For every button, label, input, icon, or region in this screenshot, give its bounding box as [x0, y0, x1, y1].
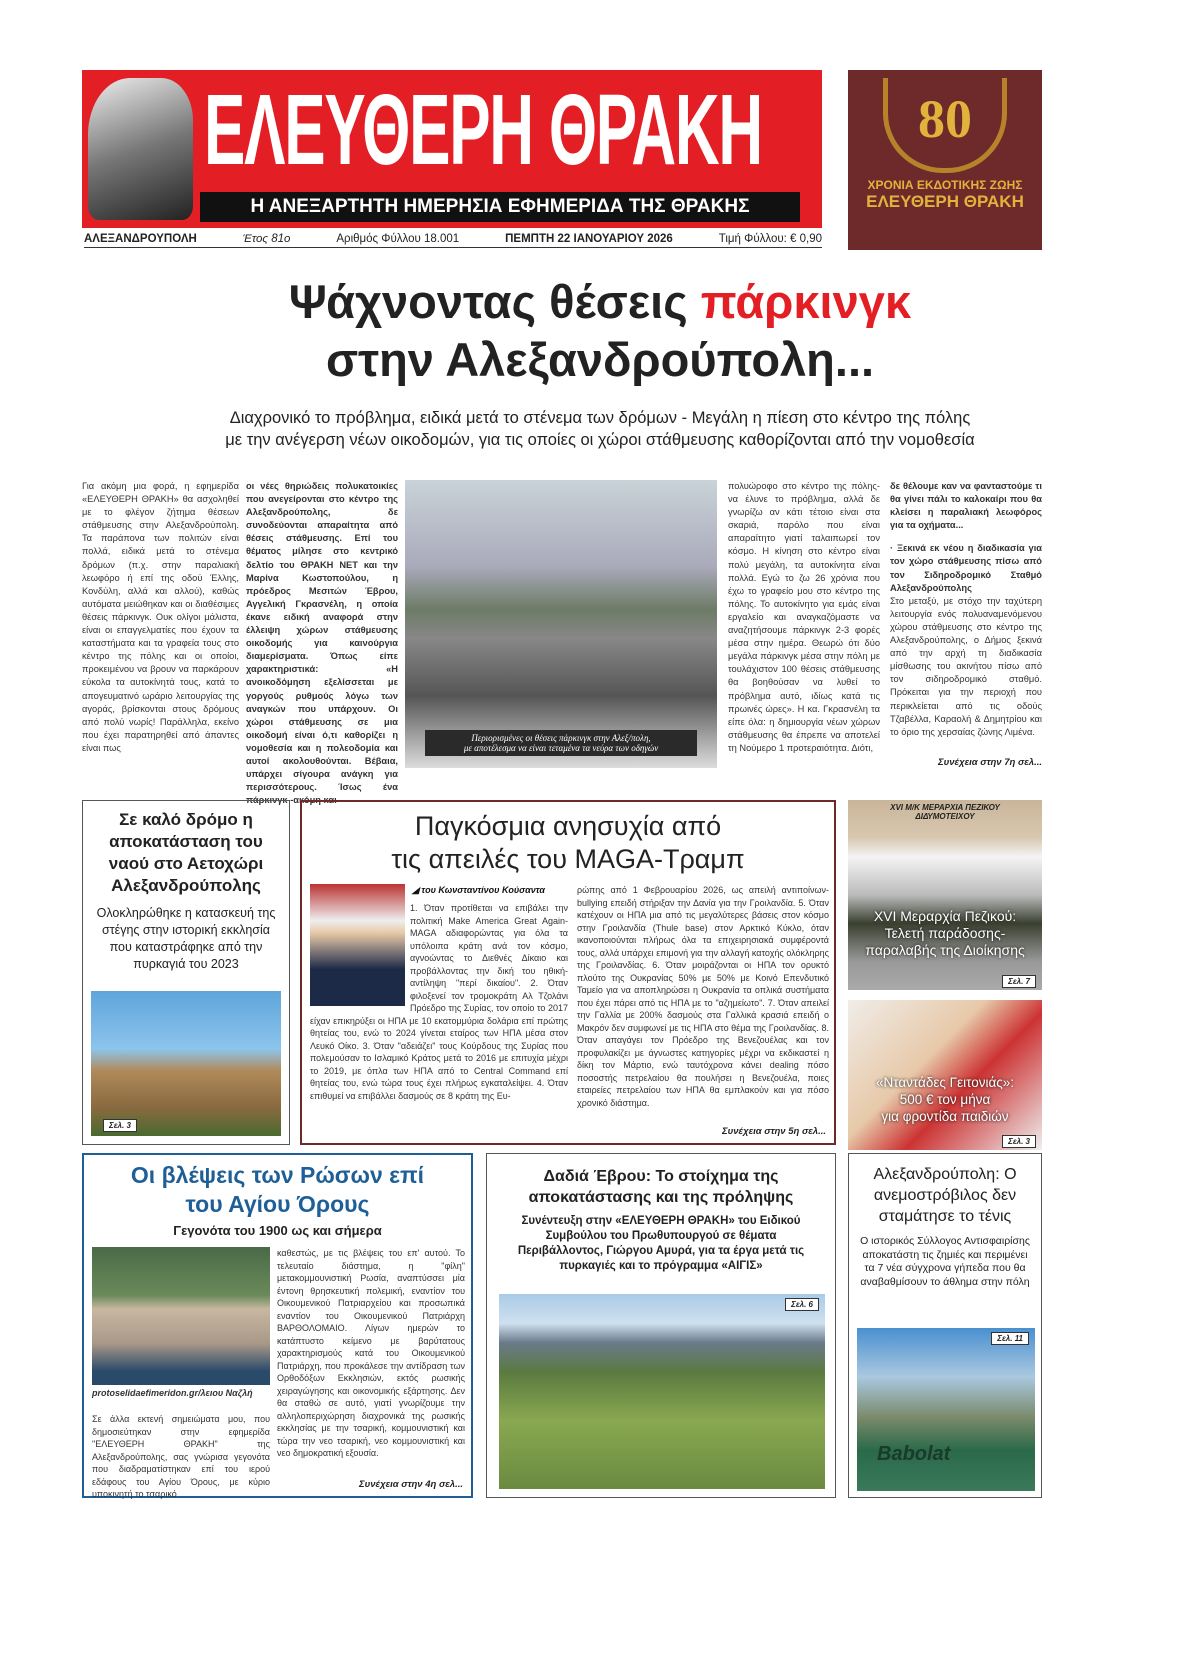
maga-right-col: ρώπης από 1 Φεβρουαρίου 2026, ως απειλή αντιποίνων-bullying επειδή στήριξαν την Δανία για την Γροιλανδία. 5. Όταν κατέχουν οι ΗΠΑ μια από τις μεγαλύτερες βάσεις στον κόσμο στην Γροιλανδία (Thule base) στον Αρκτικό Κύκλο, όταν ικανοποιούνται πλήρως όλα τα επιχειρησιακά συμφέροντά τους, αλλά υπάρχει επιμονή για την αλλαγή κατοχής ολόκληρης της Γροιλανδίας. 6. Όταν μοιράζονται οι ΗΠΑ τον ορυκτό πλούτο της Ουκρανίας 50% με 50% με Κοινό Επενδυτικό Ταμείο για να αποπληρώσει η Ουκρανία τα οπλικά συστήματα που έχει πάρει από τις ΗΠΑ με το "αζημείωτο". 7. Όταν απειλεί την Γαλλία με 200% δασμούς στα Γαλλικά κρασιά επειδή ο Μακρόν δεν συμφωνεί με τις ΗΠΑ στο θέμα της Γροιλανδίας. 8. Όταν απαγάγει τον Πρόεδρο της Βενεζουέλας και τον προφυλακίζει με άγνωστες κατηγορίες μέχρι να εκδικαστεί η δίκη τον Μάρτιο, ενώ ταυτόχρονα κάνει dealing πόσο ποσοστής πετρελαίου θα πουλήσει η Βενεζουέλα, ποιες εταιρείες πετρελαίου των ΗΠΑ θα εμπλακούν και για πόσο χρονικό διάστημα. — [577, 885, 829, 1108]
cap-line: 500 € τον μήνα — [899, 1092, 991, 1107]
church-photo — [91, 991, 281, 1136]
article-col-1: Για ακόμη μια φορά, η εφημερίδα «ΕΛΕΥΘΕΡΗ ΘΡΑΚΗ» θα ασχοληθεί με το φλέγον ζήτημα θέσεων στάθμευσης στην Αλεξανδρούπολη. Τα παράπονα των πολιτών είναι πολλά, ειδικά μετά το στένεμα δρόμων (π.χ. στην παραλιακή λεωφόρο ή επί της οδού Έλλης, Κονδύλη, αλλά και αλλού), καθώς αυτόματα μειώθηκαν και οι διαθέσιμες θέσεις πάρκινγκ. Ουκ ολίγοι μάλιστα, είναι οι επαγγελματίες που έχουν τα καταστήματα και τα γραφεία τους στο κέντρο της πόλης και οι οποίοι, προκειμένου να βρουν να παρκάρουν εύκολα τα αυτοκίνητά τους, κατά το απογευματινό ωράριο λειτουργίας της αγοράς, βρίσκονται στους δρόμους από πολύ νωρίς! Παράλληλα, εκείνο που έχει παρατηρηθεί από άπαντες είναι πως — [82, 481, 239, 753]
dadia-text: Συνέντευξη στην «ΕΛΕΥΘΕΡΗ ΘΡΑΚΗ» του Ειδικού Συμβούλου του Πρωθυπουργού σε θέματα Περιβάλλοντος, Γιώργου Αμυρά, για τα έργα μετά τις πυρκαγιές και το πρόγραμμα «ΑΙΓΙΣ» — [517, 1215, 805, 1272]
col4-para: δε θέλουμε καν να φανταστούμε τι θα γίνει πάλι το καλοκαίρι που θα κλείσει η παραλιακή λεωφόρος για τα οχήματα... — [890, 481, 1042, 531]
issue-info-bar — [84, 233, 822, 248]
subhead-line: Διαχρονικό το πρόβλημα, ειδικά μετά το στένεμα των δρόμων - Μεγάλη η πίεση στο κέντρο της πόλης — [229, 409, 971, 427]
tennis-title: Αλεξανδρούπολη: Ο ανεμοστρόβιλος δεν σταμάτησε το τένις — [873, 1166, 1017, 1225]
athos-title: Οι βλέψεις των Ρώσων επί του Αγίου Όρους — [130, 1162, 425, 1217]
caption-line: Περιορισμένες οι θέσεις πάρκινγκ στην Αλεξ/πολη, — [471, 733, 651, 743]
masthead — [82, 70, 822, 228]
page-ref: Σελ. 6 — [785, 1298, 819, 1311]
cap-line: XVI Μεραρχία Πεζικού: — [873, 908, 1017, 924]
nannies-caption — [848, 1074, 1042, 1125]
athos-article[interactable] — [82, 1153, 473, 1498]
issue-number: Αριθμός Φύλλου 18.001 — [336, 233, 460, 245]
subhead-line: με την ανέγερση νέων οικοδομών, για τις οποίες οι χώροι στάθμευσης καθορίζονται από την νομοθεσία — [225, 431, 975, 449]
parking-photo — [405, 480, 717, 768]
byline: ◢ του Κωνσταντίνου Κούσαντα — [412, 885, 545, 895]
army-sign — [848, 803, 1042, 821]
year: Έτος 81ο — [242, 233, 291, 245]
photo-caption — [425, 730, 697, 756]
cap-line: παραλαβής της Διοίκησης — [865, 942, 1025, 958]
page-ref: Σελ. 11 — [991, 1332, 1029, 1345]
continue-link[interactable]: Συνέχεια στην 5η σελ... — [722, 1126, 826, 1137]
maga-left-col — [310, 902, 568, 1140]
col4-para: Στο μεταξύ, με στόχο την ταχύτερη λειτουργία ενός πολυαναμενόμενου χώρου στάθμευσης στο κέντρο της Αλεξανδρούπολης, ο Δήμος ξεκινά από την αρχή τη διαδικασία μίσθωσης του ακινήτου πίσω από τον σιδηροδρομικό σταθμό. Πρόκειται για την περιοχή που περικλείεται από τις οδούς Τζαβέλλα, Καραολή & Δημητρίου και το όριο της χερσαίας ζώνης Λιμένα. — [890, 595, 1042, 737]
headline-red: πάρκινγκ — [700, 275, 912, 328]
anniversary-number: 80 — [918, 89, 972, 149]
cap-line: για φροντίδα παιδιών — [881, 1109, 1009, 1124]
anniversary-badge — [848, 70, 1042, 250]
main-headline-line2: στην Αλεξανδρούπολη... — [325, 333, 875, 386]
dadia-article[interactable] — [486, 1153, 836, 1498]
continue-link[interactable]: Συνέχεια στην 4η σελ... — [359, 1479, 463, 1490]
col4-subhead: · Ξεκινά εκ νέου η διαδικασία για τον χώρο στάθμευσης πίσω από τον Σιδηροδρομικό Σταθμό Αλεξανδρούπολης — [890, 543, 1042, 593]
anniversary-line2: ΕΛΕΥΘΕΡΗ ΘΡΑΚΗ — [866, 192, 1024, 211]
church-text: Ολοκληρώθηκε η κατασκευή της στέγης στην ιστορική εκκλησία που καταστράφηκε από την πυρκαγιά του 2023 — [96, 906, 276, 971]
athos-subtitle: Γεγονότα του 1900 ως και σήμερα — [173, 1223, 382, 1238]
cap-line: «Νταντάδες Γειτονιάς»: — [875, 1075, 1015, 1090]
athos-left-col: Σε άλλα εκτενή σημειώματα μου, που δημοσιεύτηκαν στην εφημερίδα "ΕΛΕΥΘΕΡΗ ΘΡΑΚΗ" της Αλεξανδρούπολης, σας γνώρισα γεγονότα που διαδραματίστηκαν επί του ιερού εδάφους του Αγίου Όρους, με κύριο υποκινητή το τσαρικό — [92, 1414, 270, 1499]
athos-photo — [92, 1247, 270, 1385]
maga-byline — [412, 884, 567, 897]
dadia-photo — [499, 1294, 825, 1489]
logo-statue-icon — [88, 78, 193, 220]
title-line: Παγκόσμια ανησυχία από — [414, 811, 722, 841]
dadia-title: Δαδιά Έβρου: Το στοίχημα της αποκατάστασης και της πρόληψης — [528, 1168, 794, 1206]
article-col-2: οι νέες θηριώδεις πολυκατοικίες που ανεγείρονται στο κέντρο της Αλεξανδρούπολης, δε συνοδεύονται απαραίτητα από θέσεις στάθμευσης. Επί του θέματος μίλησε στο κεντρικό δελτίο του ΘΡΑΚΗ NET και την Μαρίνα Κωστοπούλου, η πρόεδρος Μεσιτών Έβρου, Αγγελική Γκρασνέλη, η οποία έκανε ειδική αναφορά στην έλλειψη χώρων στάθμευσης οικοδομής για καινούργια διαμερίσματα. Όπως είπε χαρακτηριστικά: «Η ανοικοδόμηση εξελίσσεται με γοργούς ρυθμούς λόγω των αναγκών που υπάρχουν. Οι χώροι στάθμευσης σε μια οικοδομή είναι ό,τι καθορίζει η νομοθεσία και η πολεοδομία και αυτοί ακολουθούνται. Βέβαια, υπάρχει σίγουρα ανάγκη για περισσότερους. Ίσως ένα πάρκινγκ -ακόμη και — [246, 481, 398, 806]
article-col-4 — [890, 480, 1042, 754]
nannies-photo[interactable] — [848, 1000, 1042, 1150]
maga-article[interactable] — [300, 800, 836, 1145]
army-caption — [848, 908, 1042, 959]
tennis-photo — [857, 1328, 1035, 1491]
caption-line: με αποτέλεσμα να είναι τεταμένα τα νεύρα των οδηγών — [463, 743, 659, 753]
tennis-article[interactable] — [848, 1153, 1042, 1498]
main-headline — [80, 275, 1120, 329]
article-col-3: πολυώροφο στο κέντρο της πόλης- να έλυνε το πρόβλημα, αλλά δε γνωρίζω αν κάτι τέτοιο είναι στα σκαριά, παρόλο που είναι απαραίτητο γιατί ταλαιπωρεί τον κόσμο. Η κίνηση στο κέντρο είναι πολύ μεγάλη, τα αυτοκίνητα είναι πολλά. Εγώ το ζω 26 χρόνια που έχω το γραφείο μου στο κέντρο της πόλης. Το αυτοκίνητο για εμάς είναι εργαλείο και αναγκαζόμαστε να αναζητήσουμε πάρκινγκ 2-3 φορές μέσα στην ημέρα. Θεωρώ ότι δύο μεγάλα πάρκινγκ μέσα στην πόλη με τουλάχιστον 100 θέσεις στάθμευσης θα βοηθούσαν να λυθεί το πρόβλημα αυτό, ιδίως κατά τις πρωινές ώρες». Η κα. Γκρασνέλη τα είπε όλα: η δημιουργία νέων χώρων στάθμευσης θα έπρεπε να αποτελεί τη Νούμερο 1 προτεραιότητα. Διότι, — [728, 481, 880, 753]
tennis-text: Ο ιστορικός Σύλλογος Αντισφαιρίσης αποκατάστη τις ζημιές και περιμένει τα 7 νέα σύγχρονα γήπεδα που θα αναβαθμίσουν το άθλημα στην πόλη — [860, 1235, 1030, 1288]
headline-part: Ψάχνοντας θέσεις — [288, 275, 701, 328]
church-article[interactable] — [82, 800, 290, 1145]
spacer — [310, 902, 410, 1010]
price: Τιμή Φύλλου: € 0,90 — [718, 233, 822, 245]
page-ref: Σελ. 7 — [1002, 975, 1036, 988]
army-photo[interactable] — [848, 800, 1042, 990]
newspaper-subtitle: Η ΑΝΕΞΑΡΤΗΤΗ ΗΜΕΡΗΣΙΑ ΕΦΗΜΕΡΙΔΑ ΤΗΣ ΘΡΑΚΗΣ — [200, 192, 800, 222]
page-ref: Σελ. 3 — [103, 1119, 137, 1132]
title-line: τις απειλές του MAGA-Τραμπ — [391, 844, 745, 874]
newspaper-title: ΕΛΕΥΘΕΡΗ ΘΡΑΚΗ — [204, 74, 762, 186]
maga-left-text: 1. Όταν προτίθεται να επιβάλει την πολιτική Make America Great Again-MAGA αδιαφορώντας για όλα τα υπόλοιπα κράτη ανά τον κόσμο, αγνοώντας το Διεθνές Δίκαιο και προβάλλοντας την δική του ηθική-αντίληψη "περί δικαίου". 2. Όταν φιλοξενεί τον τρομοκράτη Αλ Τζολάνι Πρόεδρο της Συρίας, τον οποίο το 2017 είχαν επικηρύξει οι ΗΠΑ με 10 εκατομμύρια δολάρια επί πρώτης θητείας του, ενώ το 2024 γίνεται εταίρος των ΗΠΑ μέσα στον Λευκό Οίκο. 3. Όταν "αδειάζει" τους Κούρδους της Συρίας που πολεμούσαν το Ισλαμικό Κράτος μετά το 2016 με επιτυχία μέχρι το 2019, με όπλα των ΗΠΑ από το Central Command επί θητείας του, ενώ τώρα τους έχει πλήρως εγκαταλείψει. 4. Όταν επιθυμεί να επιβάλλει δασμούς σε 8 κράτη της Ευ- — [310, 903, 568, 1101]
date: ΠΕΜΠΤΗ 22 ΙΑΝΟΥΑΡΙΟΥ 2026 — [505, 233, 673, 245]
city: ΑΛΕΞΑΝΔΡΟΥΠΟΛΗ — [84, 233, 197, 245]
sign-line: XVI Μ/Κ ΜΕΡΑΡΧΙΑ ΠΕΖΙΚΟΥ — [890, 803, 1000, 812]
athos-right-col: καθεστώς, με τις βλέψεις του επ' αυτού. Το τελευταίο διάστημα, η "φίλη" μετακομμουνιστική Ρωσία, αναπτύσσει μία έντονη θρησκευτική πολεμική, εναντίον του Οικουμενικού Πατριαρχείου και προσωπικά εναντίον του Οικουμενικού Πατριάρχη ΒΑΡΘΟΛΟΜΑΙΟ. Λίγων ημερών το κατάπτυστο κείμενο με βαρύτατους χαρακτηρισμούς κατά του Οικουμενικού Πατριάρχη, που προκάλεσε την αντίδραση των Ορθοδόξων Εκκλησιών, εκτός ρωσικής χειραγώγησης και οικονομικής εξάρτησης. Δεν θα σταθώ σε αυτό, γιατί γνωρίζουμε την αλληλοπεριχώρηση διαχρονικά της ρωσικής εκκλησίας με την τσαρική, κομμουνιστική και τώρα την νεο τσαρική, νεο κομμουνιστική και νεο δημοκρατική εξουσία. — [277, 1248, 465, 1458]
athos-byline: protoselidaefimeridon.gr/λειου Ναζλή — [92, 1388, 253, 1398]
page-ref: Σελ. 3 — [1002, 1135, 1036, 1148]
laurel-wreath-icon — [883, 78, 1007, 173]
church-title: Σε καλό δρόμο η αποκατάσταση του ναού στο Αετοχώρι Αλεξανδρούπολης — [108, 810, 264, 895]
cap-line: Τελετή παράδοσης- — [884, 925, 1006, 941]
sign-line: ΔΙΔΥΜΟΤΕΙΧΟΥ — [915, 812, 975, 821]
anniversary-line1: ΧΡΟΝΙΑ ΕΚΔΟΤΙΚΗΣ ΖΩΗΣ — [867, 178, 1023, 192]
main-subhead — [100, 407, 1100, 451]
maga-title — [302, 810, 834, 876]
continue-link[interactable]: Συνέχεια στην 7η σελ... — [938, 757, 1042, 768]
babolat-banner: Babolat — [877, 1443, 951, 1465]
